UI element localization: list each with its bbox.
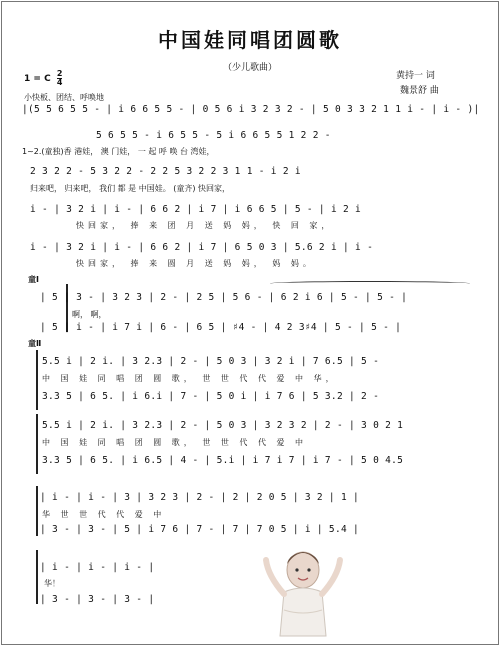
system-bracket-4: [36, 486, 38, 536]
verse-line-1-lyrics: 1~2.(童独)香 港娃， 澳 门娃， 一 起 呼 唤 台 湾娃，: [22, 147, 215, 156]
voice1-humming-notes: | 5 | 3 - | 3 2 3 | 2 - | 2 5 | 5 6 - | 6 2 i 6 | 5 - | 5 - |: [40, 292, 408, 303]
system-bracket-5: [36, 550, 38, 604]
refrain-1-lyrics: 中 国 娃 同 唱 团 圆 歌， 世 世 代 代 爱 中 华，: [42, 374, 338, 383]
voice1-coda-notes: | i - | i - | 3 | 3 2 3 | 2 - | 2 | 2 0 5 | 3 2 | 1 |: [40, 492, 360, 503]
verse-line-2-lyrics: 归来吧， 归来吧， 我们 都 是 中国娃。 (童齐) 快回家，: [30, 184, 231, 193]
verse-line-1-notes: 5 6 5 5 - i 6 5 5 - 5 i 6 6 5 5 1 2 2 -: [96, 130, 331, 141]
composer-credit: 魏景舒 曲: [400, 86, 439, 96]
chorus-line-1-lyrics: 快回家， 捧 来 团 月 送 妈 妈， 快 回 家，: [76, 221, 334, 230]
voice1-refrain-1-notes: 5.5 i | 2 i. | 3 2.3 | 2 - | 5 0 3 | 3 2 i | 7 6.5 | 5 -: [42, 356, 380, 367]
voice1-refrain-2-notes: 5.5 i | 2 i. | 3 2.3 | 2 - | 5 0 3 | 3 2 3 2 | 2 - | 3 0 2 1: [42, 420, 404, 431]
voice1-humming-lyrics: 啊， 啊，: [72, 310, 107, 319]
system-bracket-3: [36, 414, 38, 474]
song-subtitle: （少儿歌曲）: [222, 63, 277, 73]
voice2-coda-notes: | 3 - | 3 - | 5 | i 7 6 | 7 - | 7 | 7 0 5 | i | 5.4 |: [40, 524, 360, 535]
voice2-refrain-2-notes: 3.3 5 | 6 5. | i 6.5 | 4 - | 5.i | i 7 i 7 | i 7 - | 5 0 4.5: [42, 455, 404, 466]
verse-line-2-notes: 2 3 2 2 - 5 3 2 2 - 2 2 5 3 2 2 3 1 1 - i 2 i: [30, 166, 301, 177]
child-photo: [262, 536, 344, 642]
chorus-line-1-notes: i - | 3 2 i | i - | 6 6 2 | i 7 | i 6 6 5 | 5 - | i 2 i: [30, 204, 362, 215]
voice-label-tong2: 童Ⅱ: [28, 339, 42, 348]
tempo-marking: 小快板、团结、呼唤地: [24, 93, 104, 102]
time-denominator: 4: [56, 78, 63, 87]
chorus-line-2-notes: i - | 3 2 i | i - | 6 6 2 | i 7 | 6 5 0 3 | 5.6 2 i | i -: [30, 242, 374, 253]
voice-label-tong1: 童Ⅰ: [28, 275, 39, 284]
voice2-refrain-1-notes: 3.3 5 | 6 5. | i 6.i | 7 - | 5 0 i | i 7 6 | 5 3.2 | 2 -: [42, 391, 380, 402]
final-lyric: 华！: [44, 579, 60, 588]
time-numerator: 2: [56, 69, 63, 78]
key-signature: [24, 70, 62, 87]
slur-mark: [270, 281, 470, 286]
song-title: 中国娃同唱团圆歌: [158, 28, 342, 52]
voice1-final-notes: | i - | i - | i - |: [40, 562, 155, 573]
voice2-final-notes: | 3 - | 3 - | 3 - |: [40, 594, 155, 605]
time-signature: [57, 70, 63, 87]
key-label: 1 = C: [24, 74, 51, 84]
lyricist-credit: 黄持一 词: [396, 71, 435, 81]
system-bracket-2: [36, 350, 38, 410]
voice2-humming-notes: | 5 | i - | i 7 i | 6 - | 6 5 | ♯4 - | 4 2 3♯4 | 5 - | 5 - |: [40, 322, 402, 333]
intro-notes: |(5 5 6 5 5 - | i 6 6 5 5 - | 0 5 6 i 3 2 3 2 - | 5 0 3 3 2 1 1 i - | i - )|: [22, 104, 480, 115]
coda-lyrics: 华 世 世 代 代 爱 中: [42, 510, 166, 519]
refrain-2-lyrics: 中 国 娃 同 唱 团 圆 歌， 世 世 代 代 爱 中: [42, 438, 308, 447]
chorus-line-2-lyrics: 快回家， 捧 来 圆 月 送 妈 妈， 妈 妈。: [76, 259, 315, 268]
